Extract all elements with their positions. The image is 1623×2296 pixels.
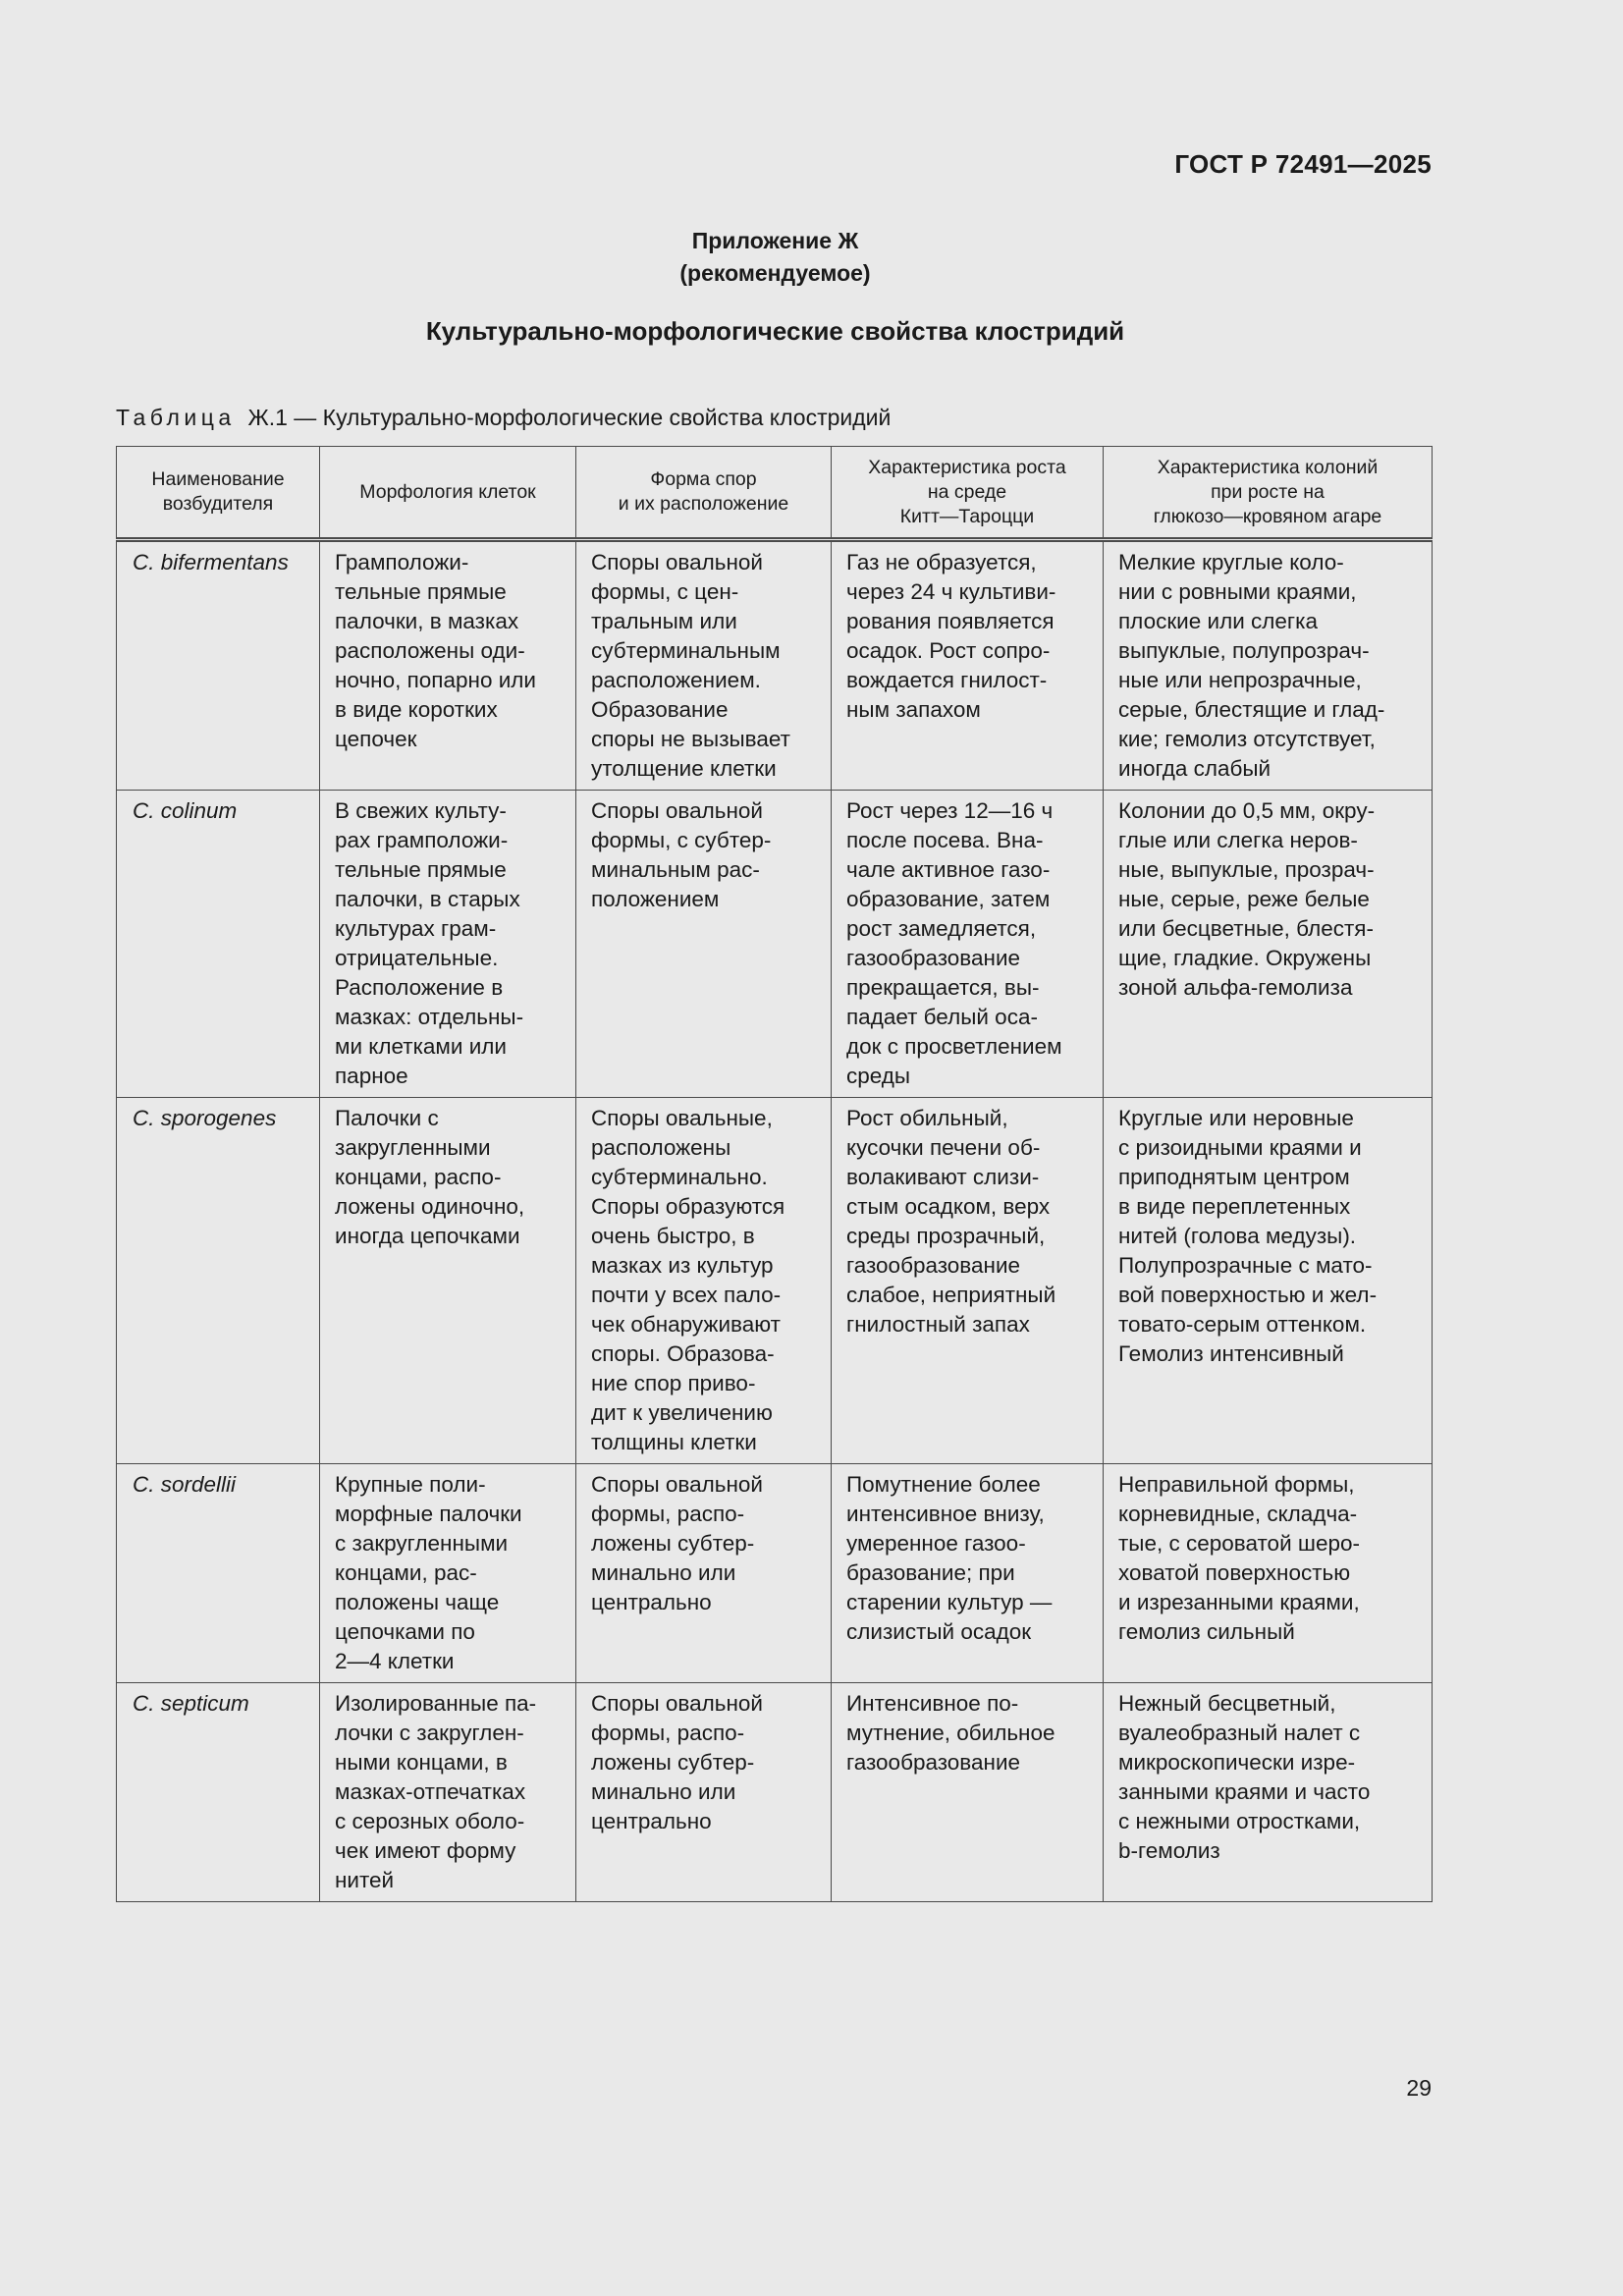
cell-colonies bbox=[1104, 1464, 1433, 1683]
cell-line: очень быстро, в bbox=[591, 1224, 755, 1248]
cell-line: В свежих культу- bbox=[335, 798, 507, 823]
cell-line: гнилостный запах bbox=[846, 1312, 1030, 1337]
cell-line: выпуклые, полупрозрач- bbox=[1118, 638, 1370, 663]
clostridia-properties-table bbox=[116, 446, 1433, 1902]
column-header-line: Характеристика колоний bbox=[1157, 456, 1379, 478]
cell-line: рост замедляется, bbox=[846, 916, 1037, 941]
cell-morphology bbox=[320, 540, 576, 791]
cell-line: иногда цепочками bbox=[335, 1224, 520, 1248]
annex-title: Культурально-морфологические свойства клостридий bbox=[425, 316, 1125, 346]
cell-morphology bbox=[320, 1098, 576, 1464]
cell-line: через 24 ч культиви- bbox=[846, 579, 1056, 604]
cell-line: волакивают слизи- bbox=[846, 1165, 1040, 1189]
cell-line: кие; гемолиз отсутствует, bbox=[1118, 727, 1376, 751]
column-header bbox=[1104, 447, 1433, 540]
cell-line: Круглые или неровные bbox=[1118, 1106, 1354, 1130]
cell-line: товато-серым оттенком. bbox=[1118, 1312, 1367, 1337]
cell-line: вой поверхностью и жел- bbox=[1118, 1283, 1378, 1307]
cell-line: палочки, в старых bbox=[335, 887, 520, 911]
cell-line: тельные прямые bbox=[335, 579, 507, 604]
pathogen-name: C. septicum bbox=[117, 1683, 320, 1902]
cell-line: стым осадком, верх bbox=[846, 1194, 1051, 1219]
cell-line: закругленными bbox=[335, 1135, 491, 1160]
cell-line: плоские или слегка bbox=[1118, 609, 1318, 633]
cell-line: центрально bbox=[591, 1590, 712, 1614]
cell-line: док с просветлением bbox=[846, 1034, 1062, 1059]
cell-line: дит к увеличению bbox=[591, 1400, 773, 1425]
cell-line: цепочек bbox=[335, 727, 417, 751]
annex-status: (рекомендуемое) bbox=[679, 260, 871, 286]
column-header-line: Характеристика роста bbox=[868, 456, 1066, 478]
cell-spores bbox=[576, 1464, 832, 1683]
column-header-line: Китт—Тароцци bbox=[899, 505, 1035, 527]
cell-line: Расположение в bbox=[335, 975, 504, 1000]
cell-line: ложены субтер- bbox=[591, 1531, 755, 1556]
cell-line: Крупные поли- bbox=[335, 1472, 486, 1497]
cell-line: расположены bbox=[591, 1135, 731, 1160]
pathogen-name: C. colinum bbox=[117, 791, 320, 1098]
cell-line: зоной альфа-гемолиза bbox=[1118, 975, 1353, 1000]
cell-line: минально или bbox=[591, 1779, 736, 1804]
column-header-line: Морфология клеток bbox=[359, 480, 536, 503]
cell-line: лочки с закруглен- bbox=[335, 1721, 524, 1745]
cell-line: бразование; при bbox=[846, 1560, 1015, 1585]
column-header-line: Форма спор bbox=[650, 468, 757, 490]
cell-spores bbox=[576, 540, 832, 791]
cell-colonies bbox=[1104, 1683, 1433, 1902]
column-header-line: возбудителя bbox=[162, 493, 274, 515]
cell-growth bbox=[832, 1098, 1104, 1464]
cell-line: чале активное газо- bbox=[846, 857, 1051, 882]
cell-line: Споры овальной bbox=[591, 550, 763, 574]
cell-line: серые, блестящие и глад- bbox=[1118, 697, 1385, 722]
cell-line: расположены оди- bbox=[335, 638, 525, 663]
cell-line: споры. Образова- bbox=[591, 1341, 775, 1366]
cell-line: формы, с цен- bbox=[591, 579, 739, 604]
cell-line: Мелкие круглые коло- bbox=[1118, 550, 1344, 574]
cell-line: рования появляется bbox=[846, 609, 1055, 633]
cell-line: концами, распо- bbox=[335, 1165, 502, 1189]
cell-morphology bbox=[320, 1683, 576, 1902]
cell-growth bbox=[832, 1683, 1104, 1902]
cell-line: щие, гладкие. Окружены bbox=[1118, 946, 1372, 970]
cell-line: концами, рас- bbox=[335, 1560, 477, 1585]
cell-line: формы, распо- bbox=[591, 1502, 745, 1526]
cell-line: образование, затем bbox=[846, 887, 1051, 911]
cell-line: b-гемолиз bbox=[1118, 1838, 1220, 1863]
table-row bbox=[117, 1464, 1433, 1683]
cell-spores bbox=[576, 791, 832, 1098]
cell-line: ными концами, в bbox=[335, 1750, 508, 1775]
cell-line: нитей bbox=[335, 1868, 395, 1892]
cell-line: чек обнаруживают bbox=[591, 1312, 781, 1337]
cell-line: занными краями и часто bbox=[1118, 1779, 1371, 1804]
page-number: 29 bbox=[1406, 2075, 1432, 2101]
cell-line: мазках-отпечатках bbox=[335, 1779, 526, 1804]
cell-morphology bbox=[320, 791, 576, 1098]
cell-line: ные, серые, реже белые bbox=[1118, 887, 1370, 911]
cell-line: Споры овальной bbox=[591, 1472, 763, 1497]
cell-line: среды прозрачный, bbox=[846, 1224, 1046, 1248]
cell-line: Гемолиз интенсивный bbox=[1118, 1341, 1344, 1366]
column-header-line: и их расположение bbox=[618, 493, 789, 515]
cell-line: субтерминальным bbox=[591, 638, 781, 663]
cell-line: Помутнение более bbox=[846, 1472, 1041, 1497]
cell-line: споры не вызывает bbox=[591, 727, 790, 751]
cell-line: слабое, неприятный bbox=[846, 1283, 1056, 1307]
cell-line: в виде коротких bbox=[335, 697, 498, 722]
column-header-line: глюкозо—кровяном агаре bbox=[1153, 505, 1382, 527]
cell-line: ные или непрозрачные, bbox=[1118, 668, 1362, 692]
cell-line: Образование bbox=[591, 697, 729, 722]
cell-line: Рост через 12—16 ч bbox=[846, 798, 1054, 823]
cell-line: рах грамположи- bbox=[335, 828, 509, 852]
cell-line: формы, распо- bbox=[591, 1721, 745, 1745]
cell-line: отрицательные. bbox=[335, 946, 499, 970]
cell-line: цепочками по bbox=[335, 1619, 475, 1644]
table-caption-text: Ж.1 — Культурально-морфологические свойства клостридий bbox=[247, 405, 892, 430]
cell-growth bbox=[832, 1464, 1104, 1683]
cell-line: формы, с субтер- bbox=[591, 828, 772, 852]
cell-line: Палочки с bbox=[335, 1106, 439, 1130]
cell-line: ложены субтер- bbox=[591, 1750, 755, 1775]
cell-line: ным запахом bbox=[846, 697, 981, 722]
cell-line: Изолированные па- bbox=[335, 1691, 537, 1716]
cell-line: мазках: отдельны- bbox=[335, 1005, 524, 1029]
cell-line: нии с ровными краями, bbox=[1118, 579, 1357, 604]
cell-line: падает белый оса- bbox=[846, 1005, 1038, 1029]
column-header bbox=[576, 447, 832, 540]
table-header-row bbox=[117, 447, 1433, 540]
cell-line: прекращается, вы- bbox=[846, 975, 1040, 1000]
cell-line: с ризоидными краями и bbox=[1118, 1135, 1362, 1160]
cell-line: мазках из культур bbox=[591, 1253, 774, 1278]
cell-line: культурах грам- bbox=[335, 916, 497, 941]
cell-line: кусочки печени об- bbox=[846, 1135, 1041, 1160]
cell-line: корневидные, складча- bbox=[1118, 1502, 1358, 1526]
cell-line: положением bbox=[591, 887, 720, 911]
cell-line: среды bbox=[846, 1064, 911, 1088]
cell-line: почти у всех пало- bbox=[591, 1283, 782, 1307]
cell-line: Неправильной формы, bbox=[1118, 1472, 1355, 1497]
cell-line: газообразование bbox=[846, 1253, 1021, 1278]
cell-line: тельные прямые bbox=[335, 857, 507, 882]
cell-line: газообразование bbox=[846, 1750, 1021, 1775]
column-header bbox=[832, 447, 1104, 540]
column-header-line: при росте на bbox=[1211, 480, 1325, 503]
pathogen-name: C. sordellii bbox=[117, 1464, 320, 1683]
cell-line: с серозных оболо- bbox=[335, 1809, 525, 1833]
cell-line: Нежный бесцветный, bbox=[1118, 1691, 1336, 1716]
cell-line: чек имеют форму bbox=[335, 1838, 516, 1863]
cell-line: минально или bbox=[591, 1560, 736, 1585]
cell-line: Газ не образуется, bbox=[846, 550, 1037, 574]
column-header-line: Наименование bbox=[151, 468, 285, 490]
cell-line: расположением. bbox=[591, 668, 761, 692]
cell-line: после посева. Вна- bbox=[846, 828, 1044, 852]
cell-morphology bbox=[320, 1464, 576, 1683]
cell-line: в виде переплетенных bbox=[1118, 1194, 1351, 1219]
cell-line: или бесцветные, блестя- bbox=[1118, 916, 1374, 941]
cell-line: ние спор приво- bbox=[591, 1371, 756, 1395]
cell-line: Споры овальной bbox=[591, 1691, 763, 1716]
cell-line: субтерминально. bbox=[591, 1165, 768, 1189]
table-body bbox=[117, 540, 1433, 1902]
column-header bbox=[320, 447, 576, 540]
cell-line: Интенсивное по- bbox=[846, 1691, 1019, 1716]
table-row bbox=[117, 540, 1433, 791]
cell-line: мутнение, обильное bbox=[846, 1721, 1055, 1745]
table-row bbox=[117, 1683, 1433, 1902]
cell-line: морфные палочки bbox=[335, 1502, 522, 1526]
cell-line: Колонии до 0,5 мм, окру- bbox=[1118, 798, 1376, 823]
cell-line: тые, с сероватой шеро- bbox=[1118, 1531, 1360, 1556]
cell-line: ми клетками или bbox=[335, 1034, 507, 1059]
cell-line: старении культур — bbox=[846, 1590, 1053, 1614]
cell-line: минальным рас- bbox=[591, 857, 760, 882]
cell-line: ховатой поверхностью bbox=[1118, 1560, 1351, 1585]
cell-line: парное bbox=[335, 1064, 408, 1088]
cell-line: глые или слегка неров- bbox=[1118, 828, 1358, 852]
cell-line: гемолиз сильный bbox=[1118, 1619, 1295, 1644]
cell-line: 2—4 клетки bbox=[335, 1649, 455, 1673]
cell-line: толщины клетки bbox=[591, 1430, 757, 1454]
cell-line: вуалеобразный налет с bbox=[1118, 1721, 1361, 1745]
cell-line: тральным или bbox=[591, 609, 737, 633]
table-caption bbox=[116, 405, 891, 431]
cell-line: умеренное газоо- bbox=[846, 1531, 1026, 1556]
cell-line: слизистый осадок bbox=[846, 1619, 1032, 1644]
cell-line: ложены одиночно, bbox=[335, 1194, 525, 1219]
cell-line: и изрезанными краями, bbox=[1118, 1590, 1360, 1614]
cell-colonies bbox=[1104, 1098, 1433, 1464]
pathogen-name: C. bifermentans bbox=[117, 540, 320, 791]
cell-line: с нежными отростками, bbox=[1118, 1809, 1361, 1833]
cell-colonies bbox=[1104, 540, 1433, 791]
cell-line: иногда слабый bbox=[1118, 756, 1271, 781]
cell-line: Рост обильный, bbox=[846, 1106, 1008, 1130]
column-header-line: на среде bbox=[927, 480, 1007, 503]
cell-line: центрально bbox=[591, 1809, 712, 1833]
cell-spores bbox=[576, 1098, 832, 1464]
cell-line: вождается гнилост- bbox=[846, 668, 1048, 692]
cell-colonies bbox=[1104, 791, 1433, 1098]
column-header bbox=[117, 447, 320, 540]
cell-line: ночно, попарно или bbox=[335, 668, 536, 692]
annex-label: Приложение Ж bbox=[691, 228, 859, 253]
table-row bbox=[117, 791, 1433, 1098]
cell-line: Споры овальные, bbox=[591, 1106, 773, 1130]
cell-line: Споры овальной bbox=[591, 798, 763, 823]
cell-line: с закругленными bbox=[335, 1531, 509, 1556]
cell-line: микроскопически изре- bbox=[1118, 1750, 1356, 1775]
cell-line: приподнятым центром bbox=[1118, 1165, 1350, 1189]
annex-heading bbox=[0, 225, 1550, 290]
cell-line: Полупрозрачные с мато- bbox=[1118, 1253, 1373, 1278]
standard-number: ГОСТ Р 72491—2025 bbox=[1174, 149, 1432, 179]
pathogen-name: C. sporogenes bbox=[117, 1098, 320, 1464]
cell-line: положены чаще bbox=[335, 1590, 500, 1614]
cell-growth bbox=[832, 540, 1104, 791]
table-row bbox=[117, 1098, 1433, 1464]
cell-line: Споры образуются bbox=[591, 1194, 785, 1219]
cell-line: интенсивное внизу, bbox=[846, 1502, 1045, 1526]
cell-line: газообразование bbox=[846, 946, 1021, 970]
table-caption-prefix: Таблица bbox=[116, 405, 236, 430]
cell-growth bbox=[832, 791, 1104, 1098]
cell-line: Грамположи- bbox=[335, 550, 469, 574]
cell-line: палочки, в мазках bbox=[335, 609, 519, 633]
cell-spores bbox=[576, 1683, 832, 1902]
cell-line: нитей (голова медузы). bbox=[1118, 1224, 1357, 1248]
cell-line: утолщение клетки bbox=[591, 756, 777, 781]
cell-line: ные, выпуклые, прозрач- bbox=[1118, 857, 1375, 882]
cell-line: осадок. Рост сопро- bbox=[846, 638, 1051, 663]
